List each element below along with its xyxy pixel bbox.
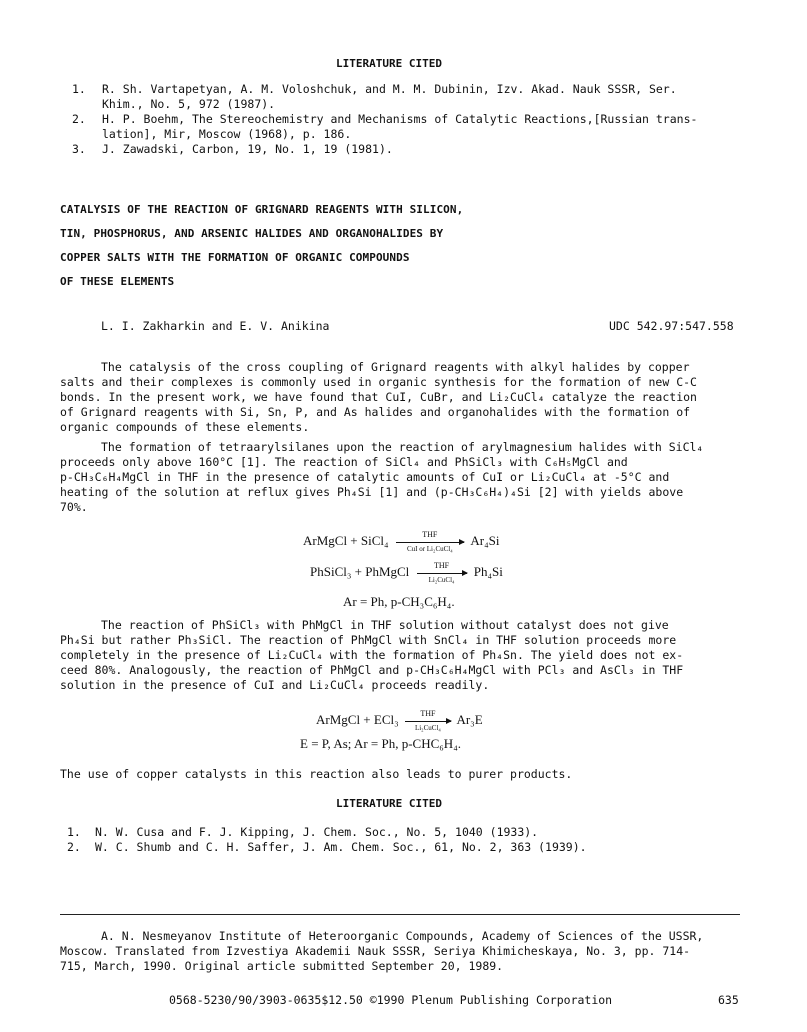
reaction-arrow-icon (396, 529, 464, 553)
footnote-line: A. N. Nesmeyanov Institute of Heteroorganic Compounds, Academy of Sciences of the USSR, (101, 929, 704, 943)
ref-number: 3. (72, 142, 86, 156)
lit1-heading: LITERATURE CITED (336, 57, 442, 70)
equation-lhs: ArMgCl + SiCl₄ (303, 533, 389, 548)
ref-text: lation], Mir, Moscow (1968), p. 186. (102, 127, 352, 141)
ref-text: J. Zawadski, Carbon, 19, No. 1, 19 (1981). (102, 142, 393, 156)
equation-5: E = P, As; Ar = Ph, p-CHC₆H₄. (300, 736, 461, 751)
text-line: The formation of tetraarylsilanes upon the reaction of arylmagnesium halides with SiCl₄ (101, 440, 704, 454)
authors: L. I. Zakharkin and E. V. Anikina (101, 319, 330, 333)
udc-code: UDC 542.97:547.558 (609, 319, 734, 333)
page-number: 635 (718, 993, 739, 1007)
text-line: proceeds only above 160°C [1]. The reaction of SiCl₄ and PhSiCl₃ with C₆H₅MgCl and (60, 455, 628, 469)
equation-lhs: ArMgCl + ECl₃ (316, 712, 399, 727)
text-line: bonds. In the present work, we have found that CuI, CuBr, and Li₂CuCl₄ catalyze the reaction (60, 390, 697, 404)
equation-rhs: Ar₃E (456, 712, 483, 727)
text-line: heating of the solution at reflux gives Ph₄Si [1] and (p-CH₃C₆H₄)₄Si [2] with yields above (60, 485, 684, 499)
text-line: ceed 80%. Analogously, the reaction of PhMgCl and p-CH₃C₆H₄MgCl with PCl₃ and AsCl₃ in THF (60, 663, 684, 677)
text-line: The reaction of PhSiCl₃ with PhMgCl in THF solution without catalyst does not give (101, 618, 669, 632)
reaction-arrow-icon (405, 708, 451, 732)
arrow-label-below: Li₂CuCl₄ (414, 723, 441, 732)
lit2-heading: LITERATURE CITED (336, 797, 442, 810)
equation-rhs: Ph₄Si (473, 564, 503, 579)
arrow-label-below: CuI or Li₂CuCl₄ (406, 544, 453, 553)
arrow-label-above: THF (433, 560, 450, 570)
equation-rhs: Ar₄Si (470, 533, 500, 548)
footnote-divider (60, 914, 740, 915)
text-line: 70%. (60, 500, 88, 514)
text-line: salts and their complexes is commonly used in organic synthesis for the formation of new C-C (60, 375, 697, 389)
equation-1 (303, 529, 500, 553)
text-line: organic compounds of these elements. (60, 420, 310, 434)
arrow-label-below: Li₂CuCl₄ (428, 575, 455, 584)
ref-text: N. W. Cusa and F. J. Kipping, J. Chem. Soc., No. 5, 1040 (1933). (95, 825, 539, 839)
equation-lhs: PhSiCl₃ + PhMgCl (310, 564, 410, 579)
equation-2 (310, 560, 503, 584)
ref-number: 2. (67, 840, 81, 854)
text-line: p-CH₃C₆H₄MgCl in THF in the presence of catalytic amounts of CuI or Li₂CuCl₄ at -5°C and (60, 470, 670, 484)
ref-text: W. C. Shumb and C. H. Saffer, J. Am. Chem. Soc., 61, No. 2, 363 (1939). (95, 840, 587, 854)
article-title-line: OF THESE ELEMENTS (60, 275, 175, 288)
footnote-line: 715, March, 1990. Original article submitted September 20, 1989. (60, 959, 504, 973)
text-line: of Grignard reagents with Si, Sn, P, and As halides and organohalides with the formation of (60, 405, 691, 419)
text-line: Ph₄Si but rather Ph₃SiCl. The reaction of PhMgCl with SnCl₄ in THF solution proceeds more (60, 633, 677, 647)
ref-text: R. Sh. Vartapetyan, A. M. Voloshchuk, and M. M. Dubinin, Izv. Akad. Nauk SSSR, Ser. (102, 82, 677, 96)
ref-number: 1. (72, 82, 86, 96)
ref-text: H. P. Boehm, The Stereochemistry and Mechanisms of Catalytic Reactions,[Russian trans- (102, 112, 698, 126)
equation-4 (316, 708, 483, 732)
text-line: The catalysis of the cross coupling of Grignard reagents with alkyl halides by copper (101, 360, 690, 374)
arrow-label-above: THF (422, 529, 438, 539)
ref-number: 2. (72, 112, 86, 126)
reaction-arrow-icon (417, 560, 467, 584)
article-title-line: TIN, PHOSPHORUS, AND ARSENIC HALIDES AND ORGANOHALIDES BY (60, 227, 444, 240)
equation-3: Ar = Ph, p-CH₃C₆H₄. (343, 594, 455, 609)
ref-number: 1. (67, 825, 81, 839)
ref-text: Khim., No. 5, 972 (1987). (102, 97, 276, 111)
article-title-line: COPPER SALTS WITH THE FORMATION OF ORGANIC COMPOUNDS (60, 251, 410, 264)
text-line: solution in the presence of CuI and Li₂CuCl₄ proceeds readily. (60, 678, 490, 692)
text-line: completely in the presence of Li₂CuCl₄ with the formation of Ph₄Sn. The yield does not ex- (60, 648, 684, 662)
paragraph-4: The use of copper catalysts in this reaction also leads to purer products. (60, 767, 573, 781)
footer-code: 0568-5230/90/3903-0635$12.50 ©1990 Plenum Publishing Corporation (169, 993, 613, 1007)
article-title-line: CATALYSIS OF THE REACTION OF GRIGNARD REAGENTS WITH SILICON, (60, 203, 464, 216)
footnote-line: Moscow. Translated from Izvestiya Akademii Nauk SSSR, Seriya Khimicheskaya, No. 3, pp. 714- (60, 944, 691, 958)
arrow-label-above: THF (420, 708, 436, 718)
